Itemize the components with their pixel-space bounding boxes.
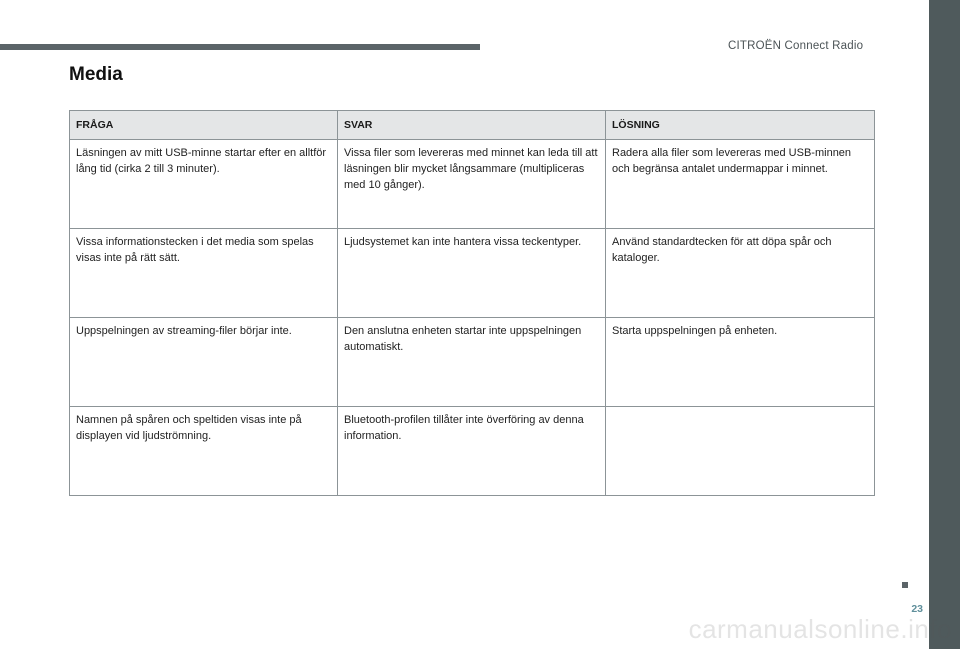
page-number: 23 (911, 603, 923, 615)
solution-cell: Radera alla filer som levereras med USB-minnen och begränsa antalet undermappar i minnet. (606, 140, 875, 229)
answer-cell: Den anslutna enheten startar inte uppspelningen automatiskt. (338, 318, 606, 407)
troubleshooting-table (69, 110, 875, 496)
solution-cell: Starta uppspelningen på enheten. (606, 318, 875, 407)
question-cell: Läsningen av mitt USB-minne startar efter en alltför lång tid (cirka 2 till 3 minuter). (70, 140, 338, 229)
answer-cell: Vissa filer som levereras med minnet kan leda till att läsningen blir mycket långsammare (multipliceras med 10 gånger). (338, 140, 606, 229)
solution-cell: Använd standardtecken för att döpa spår och kataloger. (606, 229, 875, 318)
answer-cell: Ljudsystemet kan inte hantera vissa teckentyper. (338, 229, 606, 318)
answer-cell: Bluetooth-profilen tillåter inte överföring av denna information. (338, 407, 606, 496)
table-row (70, 229, 875, 318)
solution-cell (606, 407, 875, 496)
column-header-fraga: FRÅGA (70, 111, 338, 140)
question-cell: Uppspelningen av streaming-filer börjar inte. (70, 318, 338, 407)
section-title: Media (69, 64, 123, 85)
question-cell: Namnen på spåren och speltiden visas inte på displayen vid ljudströmning. (70, 407, 338, 496)
running-header: CITROËN Connect Radio (728, 40, 864, 52)
table-row (70, 407, 875, 496)
question-cell: Vissa informationstecken i det media som spelas visas inte på rätt sätt. (70, 229, 338, 318)
watermark: carmanualsonline.info (688, 614, 952, 644)
header-rule (0, 44, 480, 50)
column-header-losning: LÖSNING (606, 111, 875, 140)
page-marker-square (902, 582, 908, 588)
page-edge-bar (929, 0, 960, 649)
column-header-svar: SVAR (338, 111, 606, 140)
table-row (70, 318, 875, 407)
table-header-row (70, 111, 875, 140)
table-row (70, 140, 875, 229)
